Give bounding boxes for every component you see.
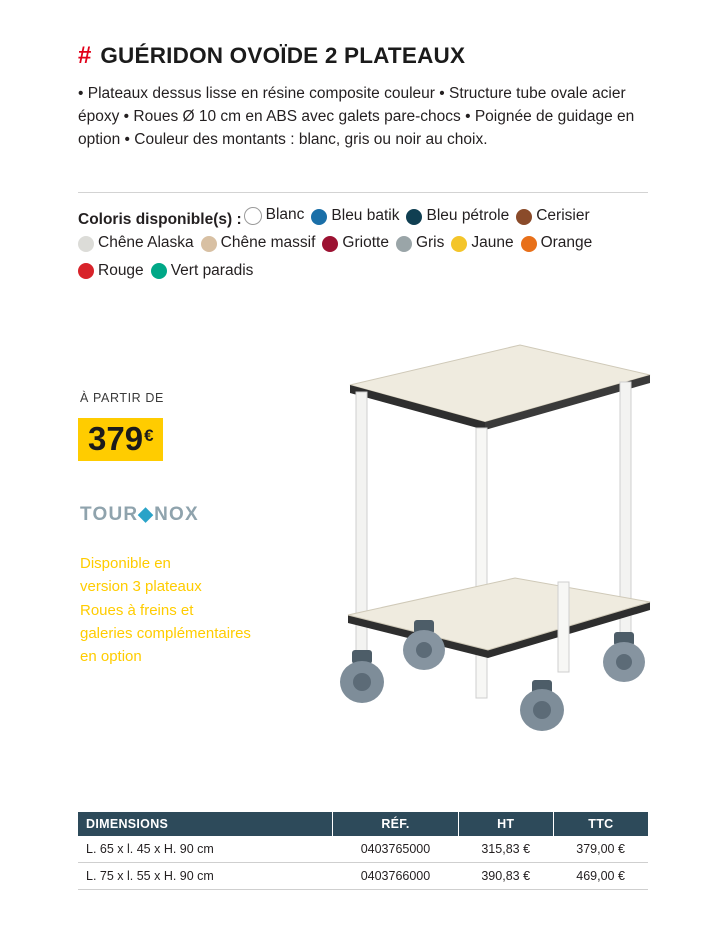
cell-dimensions: L. 75 x l. 55 x H. 90 cm xyxy=(78,863,333,890)
color-swatch-item xyxy=(244,203,305,227)
price-badge xyxy=(78,418,163,461)
cell-dimensions: L. 65 x l. 45 x H. 90 cm xyxy=(78,836,333,863)
option-note xyxy=(80,552,330,668)
top-tray xyxy=(350,345,650,430)
color-swatch-icon xyxy=(451,236,467,252)
dimensions-table xyxy=(78,812,648,890)
color-swatch-item xyxy=(521,231,593,255)
table-row xyxy=(78,836,648,863)
brand-name-part2: NOX xyxy=(154,504,199,525)
color-swatch-icon xyxy=(151,263,167,279)
table-header-ht: HT xyxy=(458,812,553,836)
option-note-line: en option xyxy=(80,648,142,665)
color-swatch-icon xyxy=(396,236,412,252)
cell-ht: 390,83 € xyxy=(458,863,553,890)
brand-logo xyxy=(80,503,199,526)
color-swatch-item xyxy=(516,204,589,228)
color-swatch-item xyxy=(396,231,444,255)
price-amount: 379 xyxy=(88,420,144,457)
color-swatch-label: Blanc xyxy=(265,206,305,223)
color-swatch-label: Chêne Alaska xyxy=(98,234,194,252)
color-swatch-label: Chêne massif xyxy=(220,234,316,252)
color-swatch-item xyxy=(322,231,389,255)
color-swatch-item xyxy=(78,231,194,255)
color-swatch-label: Cerisier xyxy=(536,207,590,224)
price-currency: € xyxy=(144,426,154,445)
cell-ref: 0403766000 xyxy=(333,863,458,890)
bottom-tray xyxy=(348,578,650,658)
color-swatch-label: Griotte xyxy=(342,234,389,252)
color-swatch-item xyxy=(78,259,144,283)
product-description: • Plateaux dessus lisse en résine composite couleur • Structure tube ovale acier époxy • Roues Ø 10 cm en ABS avec galets pare-chocs • Poignée de guidage en option • Couleur des montants : blanc, gris ou noir au choix. xyxy=(78,85,635,148)
color-options-label: Coloris disponible(s) : xyxy=(78,210,242,228)
price-from-label: À PARTIR DE xyxy=(80,391,164,405)
cell-ttc: 379,00 € xyxy=(553,836,648,863)
color-swatch-icon xyxy=(406,209,422,225)
page-title xyxy=(78,44,465,68)
color-options xyxy=(78,203,658,286)
table-row xyxy=(78,863,648,890)
color-swatch-item xyxy=(451,231,513,255)
product-image xyxy=(320,320,680,770)
color-swatch-icon xyxy=(516,209,532,225)
option-note-line: version 3 plateaux xyxy=(80,578,202,596)
color-swatch-item xyxy=(406,204,509,228)
color-swatch-label: Jaune xyxy=(471,234,514,252)
color-swatch-icon xyxy=(322,236,338,252)
color-swatch-icon xyxy=(244,207,262,225)
brand-accent-dot: ◆ xyxy=(138,504,155,525)
option-note-line: Roues à freins et xyxy=(80,601,194,619)
table-header-row xyxy=(78,812,648,836)
color-swatch-icon xyxy=(78,263,94,279)
color-swatch-label: Gris xyxy=(415,234,445,252)
option-note-line: Disponible en xyxy=(80,555,171,572)
brand-name-part1: TOUR xyxy=(80,504,139,525)
color-swatch-label: Orange xyxy=(540,234,593,252)
section-divider xyxy=(78,192,648,193)
color-swatch-icon xyxy=(521,236,537,252)
color-swatch-icon xyxy=(78,236,94,252)
color-swatch-label: Vert paradis xyxy=(170,261,254,279)
option-note-line: galeries complémentaires xyxy=(80,624,251,642)
hash-marker: # xyxy=(78,42,92,69)
cell-ttc: 469,00 € xyxy=(553,863,648,890)
color-swatch-icon xyxy=(201,236,217,252)
table-header-dimensions: DIMENSIONS xyxy=(78,812,333,836)
color-swatch-icon xyxy=(311,209,327,225)
table-header-ttc: TTC xyxy=(553,812,648,836)
cell-ht: 315,83 € xyxy=(458,836,553,863)
product-title: GUÉRIDON OVOÏDE 2 PLATEAUX xyxy=(100,43,466,68)
color-swatch-item xyxy=(311,204,399,228)
color-swatch-label: Rouge xyxy=(98,261,144,279)
color-swatch-label: Bleu batik xyxy=(331,207,400,224)
cell-ref: 0403765000 xyxy=(333,836,458,863)
color-swatch-item xyxy=(151,259,254,283)
color-swatch-item xyxy=(201,231,316,255)
color-swatch-label: Bleu pétrole xyxy=(426,207,510,224)
table-header-ref: RÉF. xyxy=(333,812,458,836)
dimensions-table-wrapper xyxy=(78,812,648,890)
